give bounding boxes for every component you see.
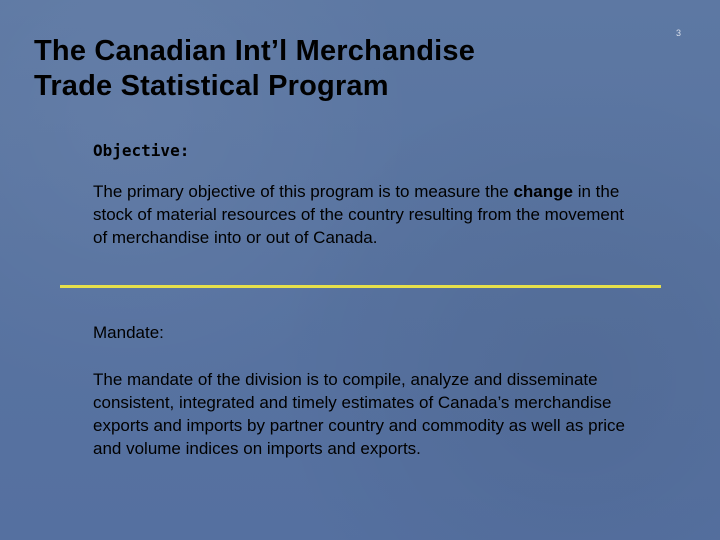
objective-emphasis: change bbox=[513, 182, 573, 201]
page-number: 3 bbox=[676, 28, 682, 38]
mandate-heading: Mandate: bbox=[93, 323, 164, 342]
mandate-text: The mandate of the division is to compile, analyze and disseminate consistent, integrated and timely estimates of Canada’s merchandise exports and imports by partner country and commodity as well as price and volume indices on imports and exports. bbox=[93, 370, 625, 458]
objective-text bbox=[93, 180, 633, 249]
slide-title bbox=[34, 34, 475, 104]
objective-text-end: in the stock of material resources of the country resulting from the movement of merchandise into or out of Canada. bbox=[93, 182, 625, 247]
objective-heading: Objective: bbox=[93, 141, 190, 160]
slide-title-line-1: The Canadian Int’l Merchandise bbox=[34, 35, 476, 67]
slide-title-line-2: Trade Statistical Program bbox=[34, 70, 389, 102]
section-divider bbox=[60, 285, 661, 288]
objective-text-start: The primary objective of this program is to measure the bbox=[93, 182, 514, 201]
